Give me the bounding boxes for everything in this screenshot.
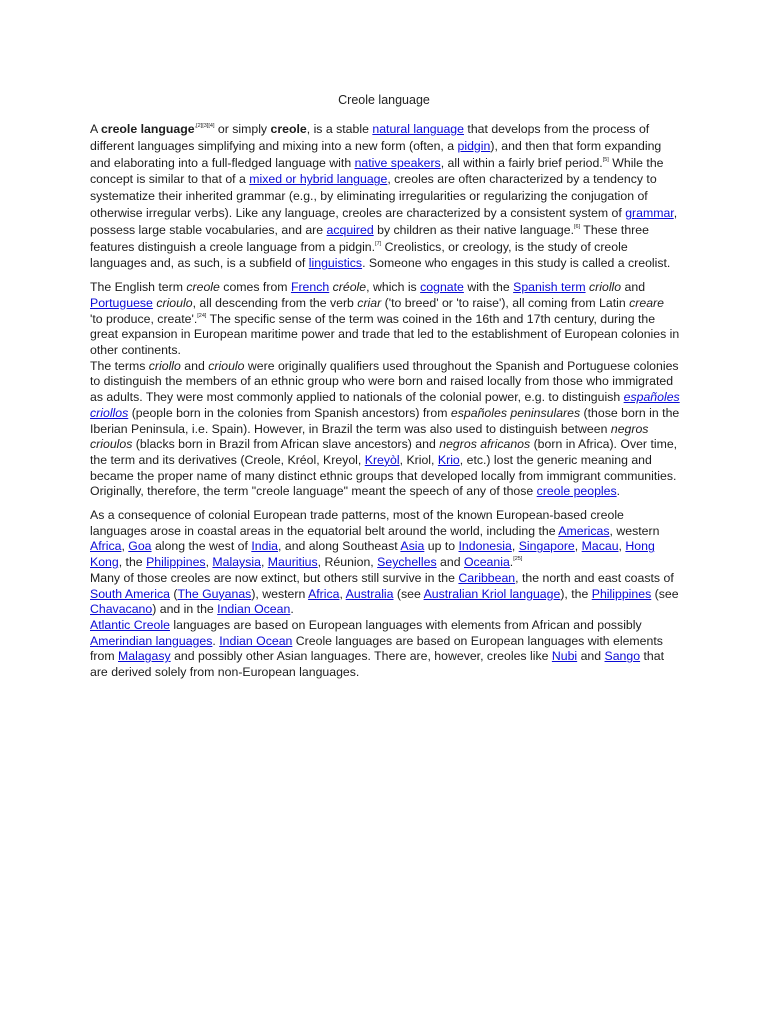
text: The English term [90, 280, 187, 295]
link-malagasy[interactable]: Malagasy [118, 649, 171, 664]
link-indian-ocean[interactable]: Indian Ocean [219, 633, 293, 648]
text: languages are based on European languages with elements from African and possibly [169, 617, 642, 632]
link-espanoles-criollos[interactable]: españoles criollos [90, 390, 680, 420]
text: , [574, 539, 582, 554]
paragraph-survival [90, 571, 680, 618]
text: comes from [219, 280, 291, 295]
text: , is a stable [306, 122, 373, 136]
text: These three features distinguish a creole language from a pidgin. [90, 222, 649, 254]
citation-ref[interactable]: ,[2][3][4] [194, 123, 215, 129]
text: , all within a fairly brief period. [440, 155, 603, 170]
text: , [121, 539, 129, 554]
link-australian-kriol[interactable]: Australian Kriol language [423, 586, 561, 601]
italic-term: criollo [148, 358, 181, 373]
bold-term: creole language [100, 122, 195, 136]
paragraph-origins [90, 618, 680, 681]
text: A [90, 122, 101, 136]
italic-term: creare [629, 295, 664, 310]
link-asia[interactable]: Asia [400, 539, 425, 554]
italic-term: criollo [589, 280, 622, 295]
italic-term: crioulo [156, 295, 193, 310]
text: . Someone who engages in this study is called a creolist. [362, 256, 671, 271]
link-africa[interactable]: Africa [308, 586, 340, 601]
italic-term: creole [186, 280, 220, 295]
link-linguistics[interactable]: linguistics [308, 256, 363, 271]
text: Creole languages are based on European languages with elements from [90, 633, 663, 664]
text: Many of those creoles are now extinct, but others still survive in the [90, 570, 459, 585]
link-malaysia[interactable]: Malaysia [212, 555, 261, 570]
text: . [290, 602, 294, 617]
link-spanish[interactable]: Spanish term [513, 280, 586, 295]
text: , creoles are often characterized by a tendency to systematize their inherited grammar (e.g., by eliminating irregularities or regularizing the conjugation of otherwise irregular verbs). Like any language, creoles are characterized by a consistent system of [90, 172, 657, 220]
link-caribbean[interactable]: Caribbean [458, 570, 516, 585]
link-macau[interactable]: Macau [581, 539, 619, 554]
citation-ref[interactable]: [7] [375, 240, 382, 247]
text: (people born in the colonies from Spanish ancestors) from [128, 405, 451, 420]
paragraph-etymology [90, 280, 680, 359]
italic-term: crioulo [208, 358, 245, 373]
link-creole-peoples[interactable]: creole peoples [536, 484, 617, 499]
text: , Réunion, [317, 555, 378, 570]
text: , western [609, 523, 660, 538]
text: ) and in the [152, 602, 218, 617]
text: along the west of [151, 539, 252, 554]
paragraph-terms [90, 359, 680, 500]
link-australia[interactable]: Australia [345, 586, 394, 601]
text: While the concept is similar to that of a [90, 155, 664, 187]
link-oceania[interactable]: Oceania [463, 555, 510, 570]
text: or simply [214, 122, 271, 136]
link-portuguese[interactable]: Portuguese [90, 295, 153, 310]
text: . [616, 484, 621, 499]
link-philippines[interactable]: Philippines [591, 586, 652, 601]
link-mixed-language[interactable]: mixed or hybrid language [249, 172, 388, 187]
text: and [180, 358, 209, 373]
citation-ref[interactable]: [5] [602, 156, 609, 163]
text: ), western [251, 586, 309, 601]
bold-term: creole [270, 122, 307, 136]
link-hong-kong[interactable]: Hong Kong [90, 539, 655, 570]
text: ), and then that form expanding and elaborating into a full-fledged language with [90, 138, 662, 170]
italic-term: negros crioulos [90, 421, 649, 452]
link-the-guyanas[interactable]: The Guyanas [177, 586, 252, 601]
citation-ref[interactable]: [6] [573, 223, 581, 230]
text: (born in Africa). Over time, the term and its derivatives (Creole, Kréol, Kreyol, [90, 437, 678, 467]
text: ( [169, 586, 178, 601]
link-nubi[interactable]: Nubi [551, 649, 578, 664]
text: The terms [90, 358, 149, 373]
text: up to [424, 539, 459, 554]
citation-ref[interactable]: [24] [197, 312, 207, 319]
link-chavacano[interactable]: Chavacano [90, 602, 153, 617]
text: 'to produce, create'. [90, 311, 198, 326]
text: (blacks born in Brazil from African slave ancestors) and [132, 437, 440, 452]
link-atlantic-creole[interactable]: Atlantic Creole [90, 617, 170, 632]
text: that develops from the process of different languages simplifying and mixing into a new form (often, a [90, 122, 650, 153]
link-philippines[interactable]: Philippines [146, 555, 206, 570]
text: that are derived solely from non-European languages. [90, 649, 665, 680]
link-indonesia[interactable]: Indonesia [458, 539, 512, 554]
text: (those born in the Iberian Peninsula, i.e. Spain). However, in Brazil the term was also used to distinguish between [90, 405, 680, 436]
text: Creolistics, or creology, is the study of creole languages and, as such, is a subfield of [90, 239, 628, 271]
text: ('to breed' or 'to raise'), all coming from Latin [381, 295, 630, 310]
link-natural-language[interactable]: natural language [372, 122, 464, 136]
text: by children as their native language. [373, 222, 574, 237]
link-krio[interactable]: Krio [437, 452, 460, 467]
text: , Kriol, [399, 452, 438, 467]
link-seychelles[interactable]: Seychelles [377, 555, 437, 570]
text: . [212, 633, 220, 648]
text: , [511, 539, 519, 554]
text: , [618, 539, 626, 554]
italic-term: españoles peninsulares [450, 405, 581, 420]
text: . [509, 555, 514, 570]
link-mauritius[interactable]: Mauritius [267, 555, 318, 570]
text: As a consequence of colonial European trade patterns, most of the known European-based creole languages arose in coastal areas in the equatorial belt around the world, including the [90, 508, 624, 538]
text: , the [118, 555, 147, 570]
link-amerindian-languages[interactable]: Amerindian languages [90, 633, 213, 648]
link-goa[interactable]: Goa [128, 539, 152, 554]
text: with the [463, 280, 514, 295]
text: and [436, 555, 464, 570]
italic-term: negros africanos [439, 437, 531, 452]
link-singapore[interactable]: Singapore [518, 539, 575, 554]
text: , possess large stable vocabularies, and are [90, 205, 678, 237]
paragraph-geography [90, 508, 680, 571]
link-kreyol[interactable]: Kreyòl [364, 452, 400, 467]
text: , all descending from the verb [192, 295, 358, 310]
text: , which is [366, 280, 421, 295]
link-indian-ocean[interactable]: Indian Ocean [217, 602, 291, 617]
page-title: Creole language [338, 93, 430, 107]
text: and [577, 649, 605, 664]
link-grammar[interactable]: grammar [625, 205, 674, 220]
text: and [621, 280, 646, 295]
text: (see [393, 586, 424, 601]
text: , [339, 586, 346, 601]
italic-term: créole [332, 280, 367, 295]
link-pidgin[interactable]: pidgin [457, 138, 491, 153]
link-india[interactable]: India [251, 539, 279, 554]
text: , the north and east coasts of [515, 570, 674, 585]
paragraph-intro [90, 121, 680, 272]
text: ), the [560, 586, 592, 601]
text: , [205, 555, 213, 570]
text: , and along Southeast [278, 539, 401, 554]
link-native-speakers[interactable]: native speakers [354, 155, 441, 170]
link-acquired[interactable]: acquired [326, 222, 374, 237]
text: The specific sense of the term was coined in the 16th and 17th century, during the great expansion in European maritime power and trade that led to the establishment of European colonies in other continents. [90, 311, 680, 357]
citation-ref[interactable]: [25] [513, 556, 523, 563]
text: (see [651, 586, 679, 601]
link-africa[interactable]: Africa [90, 539, 122, 554]
italic-term: criar [357, 295, 382, 310]
text: , etc.) lost the generic meaning and became the proper name of many distinct ethnic groups that developed locally from immigrant communities. Originally, therefore, the term "creole language" meant the speech of any of those [90, 452, 677, 499]
text: , [260, 555, 268, 570]
link-americas[interactable]: Americas [558, 523, 610, 538]
article-body [90, 121, 680, 681]
link-cognate[interactable]: cognate [420, 280, 464, 295]
text: were originally qualifiers used throughout the Spanish and Portuguese colonies to distinguish the members of an ethnic group who were born and raised locally from those who immigrated as adults. They were most commonly applied to nationals of the colonial power, e.g. to distinguish [90, 358, 679, 405]
link-south-america[interactable]: South America [90, 586, 170, 601]
text: and possibly other Asian languages. There are, however, creoles like [170, 649, 552, 664]
link-sango[interactable]: Sango [604, 649, 641, 664]
link-french[interactable]: French [290, 280, 330, 295]
